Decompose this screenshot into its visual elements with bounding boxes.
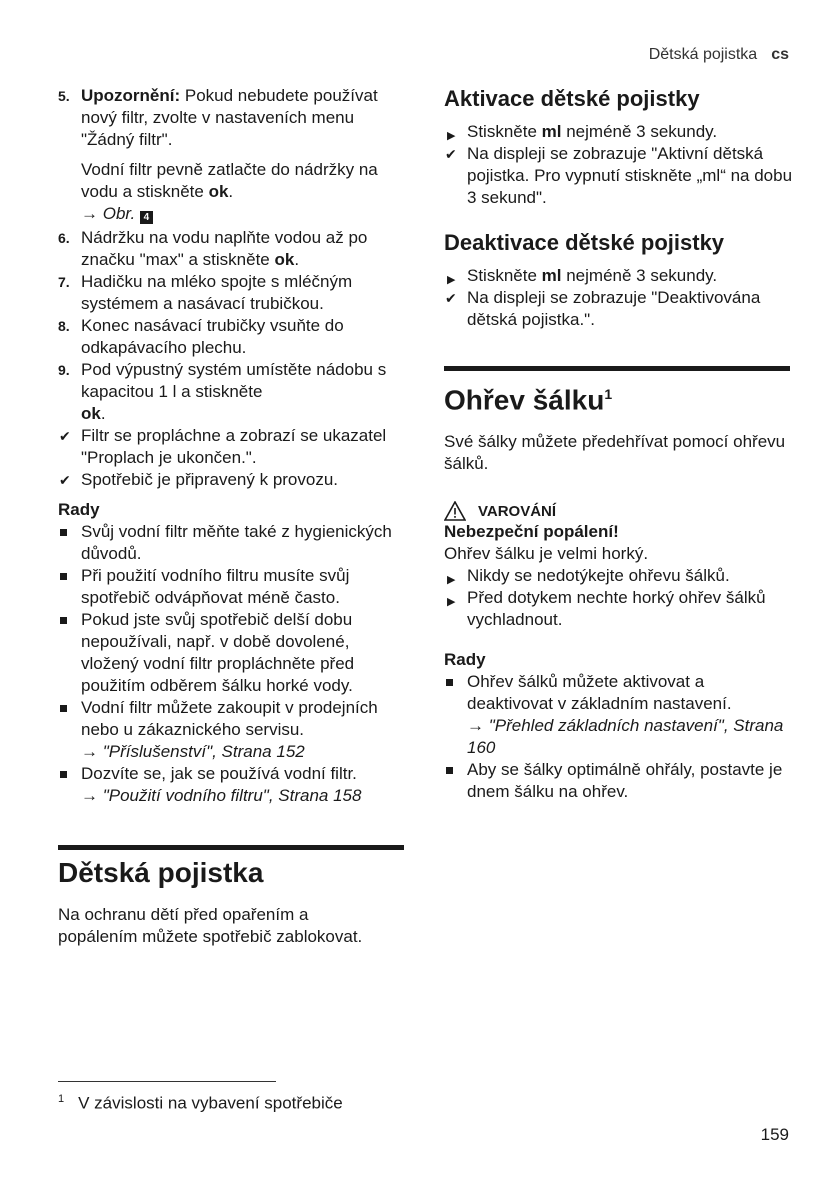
step-5-continued: Vodní filtr pevně zatlačte do nádržky na vodu a stiskněte ok. → Obr. 4 [81, 160, 378, 223]
tip-item: Pokud jste svůj spotřebič delší dobu nepoužívali, např. v době dovolené, vložený vodní filtr propláchněte před použitím odběrem šálku horké vody. [58, 609, 408, 697]
footnote-rule [58, 1081, 276, 1082]
tip-item: Při použití vodního filtru musíte svůj spotřebič odvápňovat méně často. [58, 565, 408, 609]
bullet-icon [446, 679, 453, 686]
bullet-icon [60, 529, 67, 536]
arrow-right-icon: ▶ [447, 596, 456, 609]
activate-step: ▶ Stiskněte ml nejméně 3 sekundy. [444, 121, 794, 143]
section-title-child-lock: Dětská pojistka [58, 857, 264, 888]
result-item: ✔ Spotřebič je připravený k provozu. [59, 470, 339, 489]
tip-item: Aby se šálky optimálně ohřály, postavte je dnem šálku na ohřev. [444, 759, 794, 803]
check-icon: ✔ [59, 428, 71, 444]
bullet-icon [60, 771, 67, 778]
warning-triangle-icon [444, 501, 466, 521]
tip-item: Ohřev šálků můžete aktivovat a deaktivovat v základním nastavení. → "Přehled základních nastavení", Strana 160 [444, 671, 794, 759]
danger-text: Ohřev šálku je velmi horký. [444, 544, 649, 564]
tip-item: Dozvíte se, jak se používá vodní filtr. → "Použití vodního filtru", Strana 158 [58, 763, 408, 807]
section-rule [58, 845, 404, 850]
cross-reference[interactable]: → "Použití vodního filtru", Strana 158 [81, 786, 362, 805]
bullet-icon [60, 705, 67, 712]
step-9: 9. Pod výpustný systém umístěte nádobu s kapacitou 1 l a stiskněte ok. [58, 360, 387, 423]
warning-label: VAROVÁNÍ [478, 502, 557, 520]
page-number: 159 [760, 1125, 789, 1144]
arrow-right-icon: ▶ [447, 274, 456, 286]
tip-item: Vodní filtr můžete zakoupit v prodejních nebo u zákaznického servisu. → "Příslušenství", Strana 152 [58, 697, 408, 763]
danger-step: ▶ Před dotykem nechte horký ohřev šálků vychladnout. [447, 588, 766, 630]
deactivate-result: ✔ Na displeji se zobrazuje "Deaktivována dětská pojistka.". [445, 288, 761, 329]
cross-reference[interactable]: → "Příslušenství", Strana 152 [81, 742, 305, 761]
bullet-icon [60, 573, 67, 580]
header-section: Dětská pojistka [648, 46, 758, 63]
cross-reference[interactable]: → "Přehled základních nastavení", Strana 160 [467, 716, 784, 758]
deactivate-title: Deaktivace dětské pojistky [444, 230, 725, 255]
running-header [649, 46, 789, 64]
header-lang: cs [771, 46, 789, 63]
danger-step: ▶ Nikdy se nedotýkejte ohřevu šálků. [444, 565, 794, 587]
tips-title: Rady [58, 500, 100, 519]
tips-title: Rady [444, 650, 486, 670]
activate-title: Aktivace dětské pojistky [444, 86, 700, 111]
step-7: 7. Hadičku na mléko spojte s mléčným systémem a nasávací trubičkou. [58, 272, 353, 313]
right-column [444, 85, 794, 803]
footnote-mark: 1 [58, 1093, 65, 1105]
tip-item: Svůj vodní filtr měňte také z hygienických důvodů. [58, 521, 408, 565]
left-column [58, 85, 408, 948]
check-icon: ✔ [445, 146, 457, 162]
step-8: 8. Konec nasávací trubičky vsuňte do odkapávacího plechu. [58, 316, 344, 357]
step-5: 5. Upozornění: Pokud nebudete používat nový filtr, zvolte v nastaveních menu "Žádný filtr". [58, 86, 378, 149]
check-icon: ✔ [445, 290, 457, 306]
section-title-cup-warmer: Ohřev šálku$^1$ [444, 384, 613, 416]
bullet-icon [60, 617, 67, 624]
cup-warmer-intro: Své šálky můžete předehřívat pomocí ohřevu šálků. [444, 432, 786, 474]
figure-badge: 4 [140, 211, 153, 224]
child-lock-intro: Na ochranu dětí před opařením a popálením můžete spotřebič zablokovat. [58, 905, 363, 946]
result-item: ✔ Filtr se propláchne a zobrazí se ukazatel "Proplach je ukončen.". [59, 426, 387, 467]
section-rule [444, 366, 790, 371]
activate-result: ✔ Na displeji se zobrazuje "Aktivní dětská pojistka. Pro vypnutí stiskněte „ml“ na dobu 3 sekund". [445, 144, 793, 207]
bullet-icon [446, 767, 453, 774]
arrow-right-icon: ▶ [447, 574, 456, 587]
footnote: $^1$ V závislosti na vybavení spotřebiče [58, 1093, 343, 1113]
deactivate-step: ▶ Stiskněte ml nejméně 3 sekundy. [444, 265, 794, 287]
warning-header [444, 501, 794, 521]
danger-title: Nebezpeční popálení! [444, 522, 619, 542]
check-icon: ✔ [59, 472, 71, 488]
step-6: 6. Nádržku na vodu naplňte vodou až po značku "max" a stiskněte ok. [58, 228, 368, 269]
arrow-right-icon: ▶ [447, 130, 456, 142]
